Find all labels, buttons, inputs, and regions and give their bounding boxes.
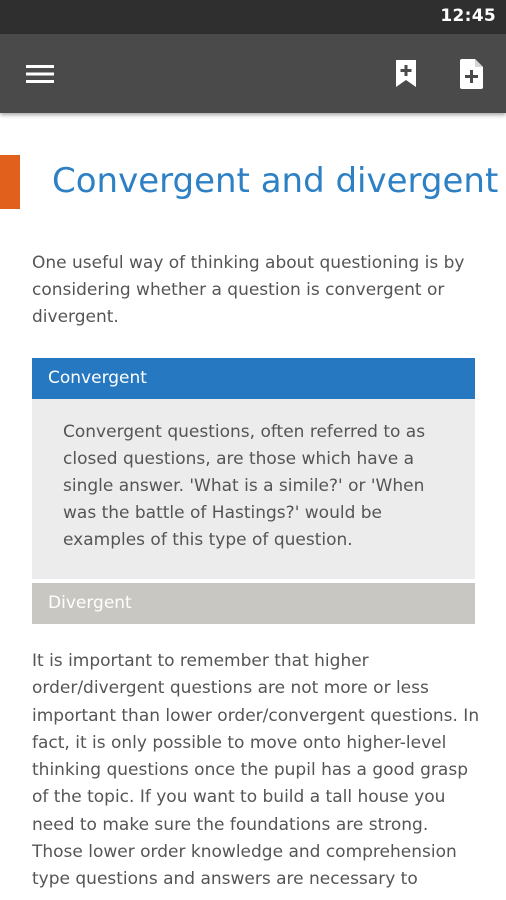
status-bar bbox=[0, 0, 506, 34]
bookmark-add-icon[interactable] bbox=[386, 52, 426, 96]
accordion-header-convergent[interactable]: Convergent bbox=[32, 358, 475, 399]
accordion-body-convergent: Convergent questions, often referred to as closed questions, are those which have a single answer. 'What is a simile?' or 'When was the battle of Hastings?' would be examples of this type of question. bbox=[32, 399, 475, 579]
body-paragraph: It is important to remember that higher order/divergent questions are not more or less important than lower order/convergent questions. In fact, it is only possible to move onto higher-level thinking questions once the pupil has a good grasp of the topic. If you want to build a tall house you need to make sure the foundations are strong. Those lower order knowledge and comprehension type questions and answers are necessary to bbox=[32, 651, 480, 890]
hamburger-menu-icon[interactable] bbox=[18, 54, 62, 94]
status-time: 12:45 bbox=[440, 6, 496, 26]
app-bar bbox=[0, 34, 506, 113]
page-title: Convergent and divergent bbox=[52, 161, 499, 201]
title-accent-bar bbox=[0, 155, 20, 209]
page-content bbox=[0, 113, 506, 900]
intro-paragraph: One useful way of thinking about questioning is by considering whether a question is convergent or divergent. bbox=[32, 253, 465, 327]
accordion-header-divergent[interactable]: Divergent bbox=[32, 583, 475, 624]
accordion bbox=[32, 358, 475, 624]
note-add-icon[interactable] bbox=[452, 52, 492, 96]
